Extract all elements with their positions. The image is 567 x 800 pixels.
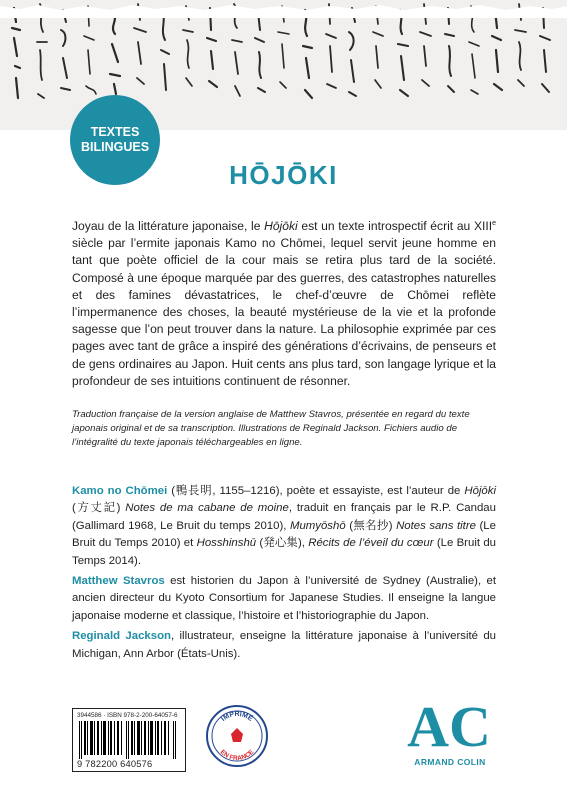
bio-chomei-work-1: Hōjōki [464, 485, 496, 497]
translation-note: Traduction française de la version anglaise de Matthew Stavros, présentée en regard du texte japonais original et de sa transcription. Illustrations de Reginald Jackson. Fichiers audio de l’intégralité du texte japonais téléchargeables en ligne. [72, 409, 470, 448]
bio-chomei-text-7: (Le Bruit du Temps 2014). [72, 537, 496, 567]
bio-jackson-text: , illustrateur, enseigne la littérature japonaise à l’université du Michigan, Ann Arbor (États-Unis). [72, 630, 496, 660]
summary-work-title: Hōjōki [264, 219, 298, 234]
summary-text-3: siècle par l’ermite japonais Kamo no Chōmei, lequel servit jeune homme en tant que poète officiel de la cour mais se retira plus tard de la société. Composé à une époque marquée par des guerres, des catastrophes naturelles et des famines dévastatrices, le chef-d’œuvre de Chōmei reflète l’impermanence des choses, la beauté mystérieuse de la vie et la profonde sagesse que l’on peut trouver dans la nature. La philosophie exprimée par ces pages avec tant de grâce a inspiré des générations d’écrivains, de penseurs et de gens ordinaires au Japon. Huit cents ans plus tard, son langage lyrique et la profondeur de ses intuitions continuent de résonner. [72, 236, 496, 388]
bio-name-jackson: Reginald Jackson [72, 630, 172, 643]
bio-chomei-text-2: (方丈記) [72, 502, 126, 515]
bio-chomei-text-4: (無名抄) [345, 519, 397, 532]
book-title: HŌJŌKI [229, 160, 338, 190]
barcode-number: 9 782200 640576 [77, 759, 153, 769]
bio-name-stavros: Matthew Stavros [72, 575, 165, 588]
bio-chomei-work-3: Mumyōshō [289, 519, 346, 532]
armand-colin-logo-icon [407, 690, 491, 759]
isbn-label: 3944586 · ISBN 978-2-200-64057-6 [77, 712, 178, 719]
summary-text-2: est un texte introspectif écrit au XIII [297, 219, 493, 234]
bio-chomei-text-1: (鴨長明, 1155–1216), poète et essayiste, est l’auteur de [167, 485, 465, 497]
barcode-bars [79, 721, 179, 759]
stamp-top-text: IMPRIMÉ [220, 711, 254, 723]
book-summary [72, 215, 496, 390]
bio-jackson [72, 628, 496, 663]
bio-stavros-text: est historien du Japon à l’université de Sydney (Australie), et ancien directeur du Kyoto Consortium for Japanese Studies. Il enseigne la langue japonaise moderne et classique, l’histoire et l’historiographie du Japon. [72, 575, 496, 622]
bio-name-chomei: Kamo no Chōmei [72, 485, 168, 497]
summary-superscript: e [492, 220, 496, 227]
bio-chomei-work-5: Hosshinshū [196, 537, 257, 550]
summary-text-1: Joyau de la littérature japonaise, le [72, 219, 265, 234]
bio-chomei-work-2: Notes de ma cabane de moine [125, 502, 289, 515]
badge-line-2: BILINGUES [80, 140, 150, 154]
torn-paper-edge [0, 0, 567, 18]
author-bios [72, 483, 496, 666]
badge-line-1: TEXTES [90, 125, 140, 139]
bio-chomei-text-3: , traduit en français par le R.P. Candau (Gallimard 1968, Le Bruit du temps 2010), [72, 502, 496, 532]
bio-chomei-text-5: (Le Bruit du Temps 2010) et [72, 519, 496, 550]
isbn-barcode [72, 708, 186, 772]
bio-chomei-work-4: Notes sans titre [396, 519, 476, 532]
bio-chomei-text-6: (発心集), [256, 537, 309, 550]
bio-chomei-work-6: Récits de l’éveil du cœur [308, 537, 434, 550]
stamp-bottom-text: EN FRANCE [218, 748, 256, 763]
publisher-name: ARMAND COLIN [414, 757, 486, 767]
bio-chomei [72, 483, 496, 570]
bio-stavros [72, 573, 496, 625]
publisher-monogram: AC [407, 694, 491, 759]
printed-in-france-stamp [205, 704, 269, 768]
